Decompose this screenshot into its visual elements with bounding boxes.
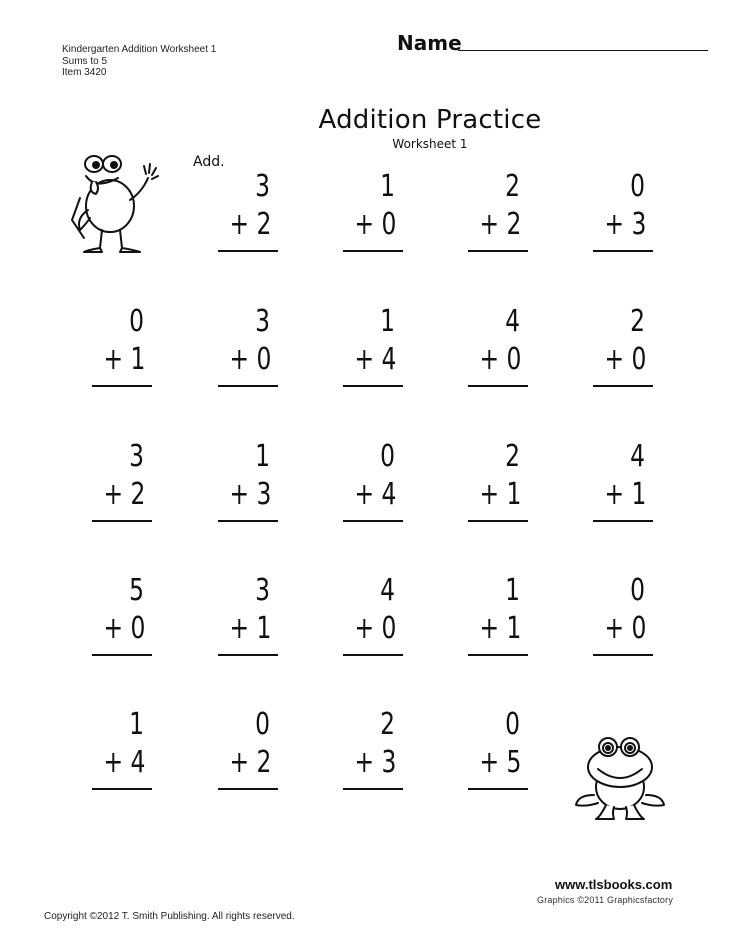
addition-problem — [343, 573, 403, 660]
problem-top-number: 2 — [380, 707, 395, 742]
problem-addend: + 0 — [229, 342, 272, 377]
problem-top-number: 3 — [129, 439, 144, 474]
problem-top-number: 4 — [505, 304, 520, 339]
addition-problem — [92, 304, 152, 391]
problem-top-number: 2 — [505, 439, 520, 474]
addition-problem — [218, 573, 278, 660]
copyright-text: Copyright ©2012 T. Smith Publishing. All rights reserved. — [44, 911, 295, 922]
addition-problem — [218, 169, 278, 256]
website-link[interactable]: www.tlsbooks.com — [555, 877, 673, 892]
waving-frog-icon — [62, 148, 174, 260]
problem-addend: + 1 — [479, 611, 522, 646]
problem-top-number: 0 — [505, 707, 520, 742]
addition-problem — [343, 707, 403, 794]
addition-problem — [593, 573, 653, 660]
page-subtitle: Worksheet 1 — [392, 137, 468, 151]
answer-line[interactable] — [218, 520, 278, 522]
problem-top-number: 0 — [129, 304, 144, 339]
frog-icon — [570, 733, 670, 825]
problem-addend: + 3 — [229, 477, 272, 512]
problem-top-number: 4 — [380, 573, 395, 608]
addition-problem — [468, 439, 528, 526]
answer-line[interactable] — [218, 385, 278, 387]
answer-line[interactable] — [343, 788, 403, 790]
problem-addend: + 3 — [604, 207, 647, 242]
problem-addend: + 0 — [354, 207, 397, 242]
problem-addend: + 1 — [229, 611, 272, 646]
problem-top-number: 0 — [630, 573, 645, 608]
problem-top-number: 0 — [255, 707, 270, 742]
problem-addend: + 3 — [354, 745, 397, 780]
addition-problem — [468, 707, 528, 794]
item-number: Item 3420 — [62, 67, 107, 78]
addition-problem — [343, 304, 403, 391]
answer-line[interactable] — [468, 385, 528, 387]
problem-addend: + 5 — [479, 745, 522, 780]
answer-line[interactable] — [468, 250, 528, 252]
name-label: Name — [397, 31, 462, 55]
problem-top-number: 5 — [129, 573, 144, 608]
problem-addend: + 2 — [103, 477, 146, 512]
problem-addend: + 4 — [354, 477, 397, 512]
problem-addend: + 1 — [479, 477, 522, 512]
answer-line[interactable] — [593, 250, 653, 252]
answer-line[interactable] — [593, 385, 653, 387]
worksheet-name: Kindergarten Addition Worksheet 1 — [62, 44, 217, 55]
addition-problem — [343, 169, 403, 256]
addition-problem — [92, 439, 152, 526]
answer-line[interactable] — [468, 654, 528, 656]
addition-problem — [593, 169, 653, 256]
problem-top-number: 1 — [255, 439, 270, 474]
problem-top-number: 0 — [630, 169, 645, 204]
answer-line[interactable] — [92, 385, 152, 387]
problem-top-number: 1 — [505, 573, 520, 608]
problem-addend: + 2 — [479, 207, 522, 242]
problem-top-number: 3 — [255, 169, 270, 204]
addition-problem — [218, 304, 278, 391]
page-title: Addition Practice — [318, 105, 542, 135]
answer-line[interactable] — [343, 654, 403, 656]
answer-line[interactable] — [468, 520, 528, 522]
problem-top-number: 1 — [380, 304, 395, 339]
problem-top-number: 3 — [255, 573, 270, 608]
answer-line[interactable] — [343, 250, 403, 252]
addition-problem — [92, 573, 152, 660]
problem-addend: + 0 — [604, 611, 647, 646]
problem-addend: + 0 — [103, 611, 146, 646]
problem-addend: + 1 — [604, 477, 647, 512]
problem-top-number: 4 — [630, 439, 645, 474]
answer-line[interactable] — [92, 520, 152, 522]
addition-problem — [468, 169, 528, 256]
problem-addend: + 1 — [103, 342, 146, 377]
problem-top-number: 1 — [129, 707, 144, 742]
problem-addend: + 0 — [604, 342, 647, 377]
addition-problem — [92, 707, 152, 794]
answer-line[interactable] — [593, 654, 653, 656]
answer-line[interactable] — [593, 520, 653, 522]
name-field-line[interactable] — [458, 50, 708, 51]
problem-addend: + 4 — [354, 342, 397, 377]
addition-problem — [468, 304, 528, 391]
answer-line[interactable] — [218, 250, 278, 252]
problem-top-number: 2 — [630, 304, 645, 339]
problem-top-number: 0 — [380, 439, 395, 474]
problem-addend: + 4 — [103, 745, 146, 780]
answer-line[interactable] — [92, 654, 152, 656]
addition-problem — [343, 439, 403, 526]
addition-problem — [593, 439, 653, 526]
answer-line[interactable] — [218, 788, 278, 790]
addition-problem — [218, 439, 278, 526]
answer-line[interactable] — [343, 520, 403, 522]
problem-addend: + 0 — [479, 342, 522, 377]
graphics-credit: Graphics ©2011 Graphicsfactory — [537, 895, 674, 905]
instruction-label: Add. — [193, 154, 225, 170]
problem-addend: + 0 — [354, 611, 397, 646]
addition-problem — [593, 304, 653, 391]
problem-top-number: 3 — [255, 304, 270, 339]
problem-top-number: 2 — [505, 169, 520, 204]
answer-line[interactable] — [92, 788, 152, 790]
problem-addend: + 2 — [229, 207, 272, 242]
answer-line[interactable] — [343, 385, 403, 387]
problem-addend: + 2 — [229, 745, 272, 780]
answer-line[interactable] — [218, 654, 278, 656]
range-label: Sums to 5 — [62, 56, 108, 67]
problem-top-number: 1 — [380, 169, 395, 204]
answer-line[interactable] — [468, 788, 528, 790]
addition-problem — [468, 573, 528, 660]
addition-problem — [218, 707, 278, 794]
